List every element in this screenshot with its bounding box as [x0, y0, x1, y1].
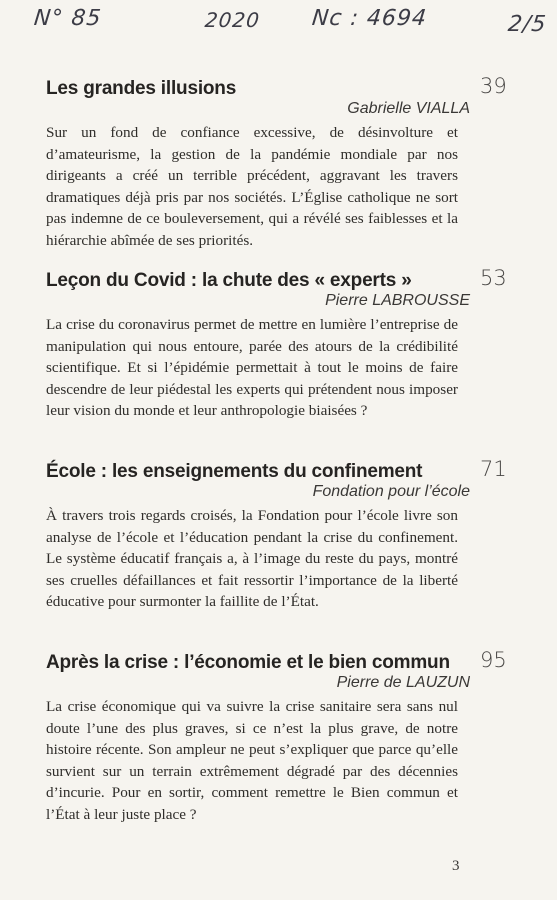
article-summary: À travers trois regards croisés, la Fondation pour l’école livre son analyse de l’école et l’éducation pendant la crise du confinement. Le système éducatif français a, à l’image du reste du pays, montré ses cruelles défaillances et fait ressortir l’importance de la liberté éducative pour surmonter la faillite de l’État. [46, 507, 458, 611]
folio-page-number: 3 [452, 858, 460, 874]
toc-entry [46, 648, 514, 832]
handwritten-year: 2020 [203, 8, 262, 32]
article-summary: Sur un fond de confiance excessive, de désinvolture et d’amateurisme, la gestion de la pandémie mondiale par nos dirigeants a créé un terrible précédent, aggravant les travers dramatiques déjà pris par nos sociétés. L’Église catholique ne sort pas indemne de ce bouleversement, qui a révélé ses faiblesses et la hiérarchie abîmée de ses priorités. [46, 124, 458, 249]
handwritten-issue-number: N° 85 [32, 6, 103, 31]
article-author: Gabrielle VIALLA [347, 100, 470, 117]
handwritten-fraction: 2/5 [506, 12, 548, 37]
page-number: 39 [480, 74, 507, 98]
article-author: Pierre de LAUZUN [336, 674, 470, 691]
article-summary: La crise du coronavirus permet de mettre en lumière l’entreprise de manipulation qui nous entoure, parée des atours de la crédibilité scientifique. Et si l’épidémie permettait à tout le moins de faire descendre de leur piédestal les experts qui prétendent nous imposer leur vision du monde et leur anthropologie biaisées ? [46, 316, 458, 420]
page-number: 95 [480, 648, 507, 672]
toc-entry [46, 457, 514, 641]
page-number: 71 [480, 457, 507, 481]
article-summary: La crise économique qui va suivre la crise sanitaire sera sans nul doute l’une des plus graves, si ce n’est la plus grave, de notre histoire récente. Son ampleur ne peut s’expliquer que parce qu’elle survient sur un terrain extrêmement dégradé par des décennies d’incurie. Pour en sortir, comment remettre le Bien commun et l’État à leur juste place ? [46, 698, 458, 823]
article-author: Pierre LABROUSSE [325, 292, 470, 309]
article-title: Les grandes illusions [46, 78, 237, 99]
article-title: Après la crise : l’économie et le bien commun [46, 652, 450, 673]
page-number: 53 [480, 266, 507, 290]
article-author: Fondation pour l’école [312, 483, 470, 500]
handwritten-nc-number: Nc : 4694 [310, 6, 429, 31]
article-title: École : les enseignements du confinement [46, 461, 423, 482]
toc-entry [46, 266, 514, 440]
article-title: Leçon du Covid : la chute des « experts » [46, 270, 412, 291]
toc-entry [46, 74, 514, 249]
